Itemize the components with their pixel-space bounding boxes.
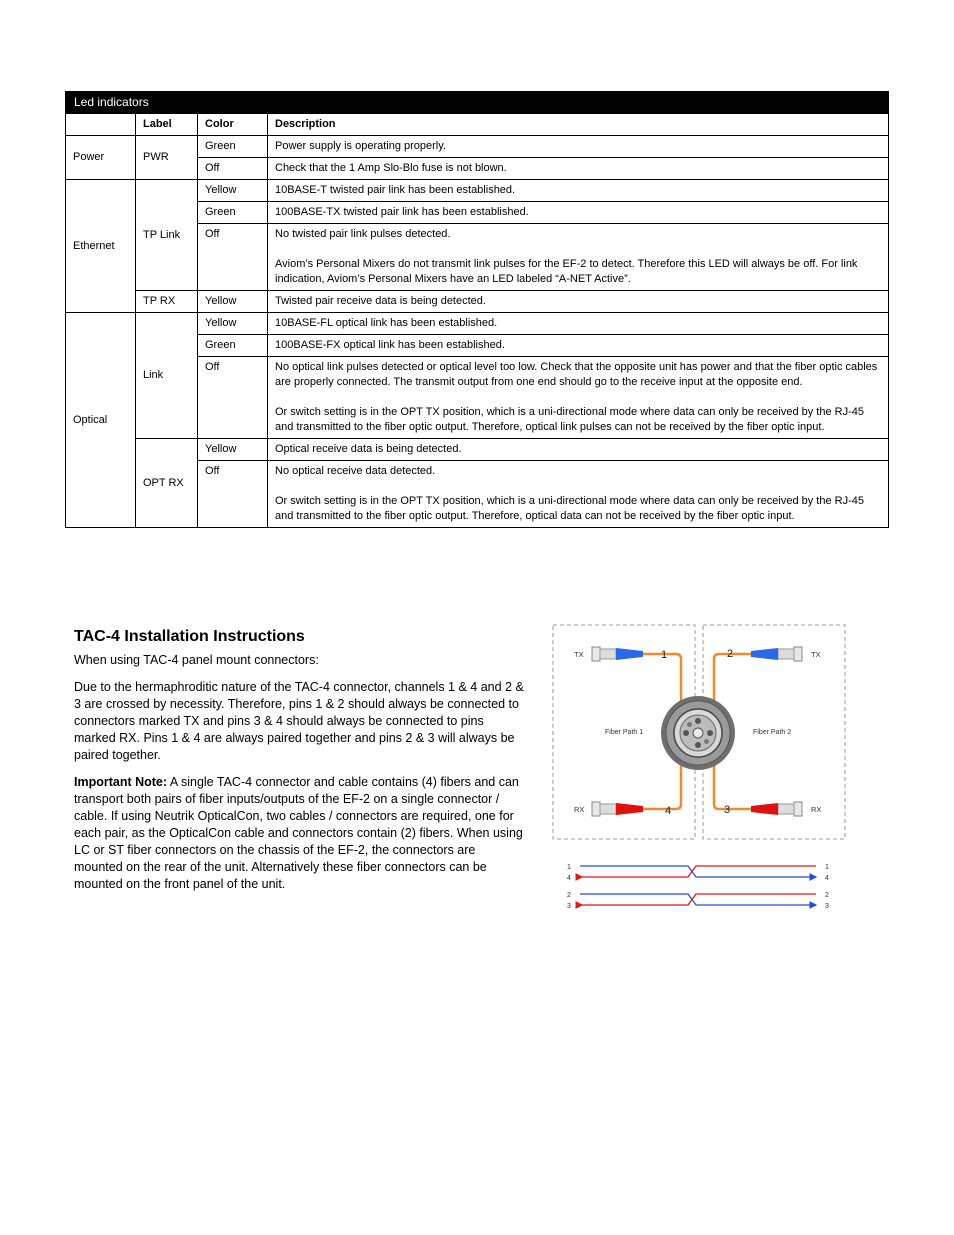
- color-cell: Yellow: [198, 313, 268, 335]
- cross-left-3: 3: [567, 903, 571, 910]
- section-heading: TAC-4 Installation Instructions: [74, 628, 305, 645]
- color-cell: Off: [198, 357, 268, 439]
- description-text: Or switch setting is in the OPT TX position, which is a uni-directional mode where data can only be received by the RJ-45 and transmitted to the fiber optic output. Therefore, optical data can not be received by the fiber optic input.: [275, 495, 864, 522]
- label-tp-link: TP Link: [136, 180, 198, 291]
- body-paragraph: Due to the hermaphroditic nature of the TAC-4 connector, channels 1 & 4 and 2 & 3 are crossed by necessity. Therefore, pins 1 & 2 should always be connected to connectors marked TX and pins 3 & 4 should always be connected to pins marked RX. Pins 1 & 4 are always paired together and pins 2 & 3 will always be paired together.: [74, 680, 524, 762]
- rx-plug-left-icon: [592, 802, 643, 816]
- cross-left-1: 1: [567, 864, 571, 871]
- tx-plug-right-icon: [751, 647, 802, 661]
- description-cell: 10BASE-T twisted pair link has been established.: [268, 180, 889, 202]
- description-cell: Power supply is operating properly.: [268, 136, 889, 158]
- description-text: Aviom’s Personal Mixers do not transmit link pulses for the EF-2 to detect. Therefore this LED will always be off. For link indication, Aviom’s Personal Mixers have an LED labeled “A-NET Active”.: [275, 258, 858, 285]
- table-title: Led indicators: [66, 92, 889, 114]
- tx-label-left: TX: [574, 650, 584, 659]
- tx-label-right: TX: [811, 650, 821, 659]
- header-blank: [66, 114, 136, 136]
- rx-label-left: RX: [574, 805, 585, 814]
- group-optical: Optical: [66, 313, 136, 528]
- cross-right-1: 1: [825, 864, 829, 871]
- description-cell: 100BASE-TX twisted pair link has been established.: [268, 202, 889, 224]
- tx-plug-left-icon: [592, 647, 643, 661]
- table-title-row: [66, 92, 889, 114]
- color-cell: Off: [198, 224, 268, 291]
- cross-right-2: 2: [825, 892, 829, 899]
- tac4-connector-icon: [661, 696, 735, 770]
- column-header-row: [66, 114, 889, 136]
- important-note-paragraph: [74, 774, 526, 893]
- color-cell: Yellow: [198, 291, 268, 313]
- description-text: No optical link pulses detected or optical level too low. Check that the opposite unit has power and that the fiber optic cables are properly connected. The transmit output from one end should go to the receive input at the opposite end.: [275, 361, 878, 388]
- description-text: No twisted pair link pulses detected.: [275, 228, 451, 240]
- cross-right-4: 4: [825, 875, 829, 882]
- color-cell: Yellow: [198, 439, 268, 461]
- table-row: [66, 313, 889, 335]
- pin-1-label: 1: [661, 649, 668, 661]
- description-cell: Optical receive data is being detected.: [268, 439, 889, 461]
- description-cell: [268, 357, 889, 439]
- fiber-path-1-label: Fiber Path 1: [605, 729, 644, 736]
- color-cell: Green: [198, 136, 268, 158]
- note-label: Important Note:: [74, 775, 168, 789]
- fiber-path-2-label: Fiber Path 2: [753, 729, 792, 736]
- description-text: No optical receive data detected.: [275, 465, 436, 477]
- pin-4-label: 4: [665, 805, 672, 817]
- table-row: [66, 291, 889, 313]
- cross-left-4: 4: [567, 875, 571, 882]
- header-color: Color: [198, 114, 268, 136]
- tac4-section: [74, 626, 526, 903]
- label-pwr: PWR: [136, 136, 198, 180]
- description-cell: 10BASE-FL optical link has been established.: [268, 313, 889, 335]
- description-cell: [268, 461, 889, 528]
- description-text: Or switch setting is in the OPT TX position, which is a uni-directional mode where data can only be received by the RJ-45 and transmitted to the fiber optic output. Therefore, optical link pulses can not be received by the fiber optic input.: [275, 406, 864, 433]
- color-cell: Off: [198, 461, 268, 528]
- intro-paragraph: When using TAC-4 panel mount connectors:: [74, 653, 319, 667]
- group-power: Power: [66, 136, 136, 180]
- header-label: Label: [136, 114, 198, 136]
- cross-left-2: 2: [567, 892, 571, 899]
- description-cell: Twisted pair receive data is being detected.: [268, 291, 889, 313]
- description-cell: 100BASE-FX optical link has been established.: [268, 335, 889, 357]
- color-cell: Green: [198, 202, 268, 224]
- led-indicators-table: [65, 91, 889, 528]
- label-opt-rx: OPT RX: [136, 439, 198, 528]
- color-cell: Yellow: [198, 180, 268, 202]
- rx-label-right: RX: [811, 805, 822, 814]
- color-cell: Off: [198, 158, 268, 180]
- table-row: [66, 439, 889, 461]
- label-link: Link: [136, 313, 198, 439]
- header-description: Description: [268, 114, 889, 136]
- group-ethernet: Ethernet: [66, 180, 136, 313]
- color-cell: Green: [198, 335, 268, 357]
- rx-plug-right-icon: [751, 802, 802, 816]
- description-cell: Check that the 1 Amp Slo-Blo fuse is not blown.: [268, 158, 889, 180]
- tac4-wiring-diagram: [550, 622, 850, 912]
- pin-3-label: 3: [724, 804, 731, 816]
- cross-right-3: 3: [825, 903, 829, 910]
- table-row: [66, 180, 889, 202]
- table-row: [66, 136, 889, 158]
- crossover-schematic: [567, 864, 829, 910]
- label-tp-rx: TP RX: [136, 291, 198, 313]
- pin-2-label: 2: [727, 648, 734, 660]
- description-cell: [268, 224, 889, 291]
- note-text: A single TAC-4 connector and cable contains (4) fibers and can transport both pairs of fiber inputs/outputs of the EF-2 on a single connector / cable. If using Neutrik OpticalCon, two cables / connectors are required, one for each pair, as the OpticalCon cable and connectors contain (2) fibers. When using LC or ST fiber connectors on the chassis of the EF-2, the connectors are mounted on the rear of the unit. Alternatively these fiber connectors can be mounted on the front panel of the unit.: [74, 775, 523, 891]
